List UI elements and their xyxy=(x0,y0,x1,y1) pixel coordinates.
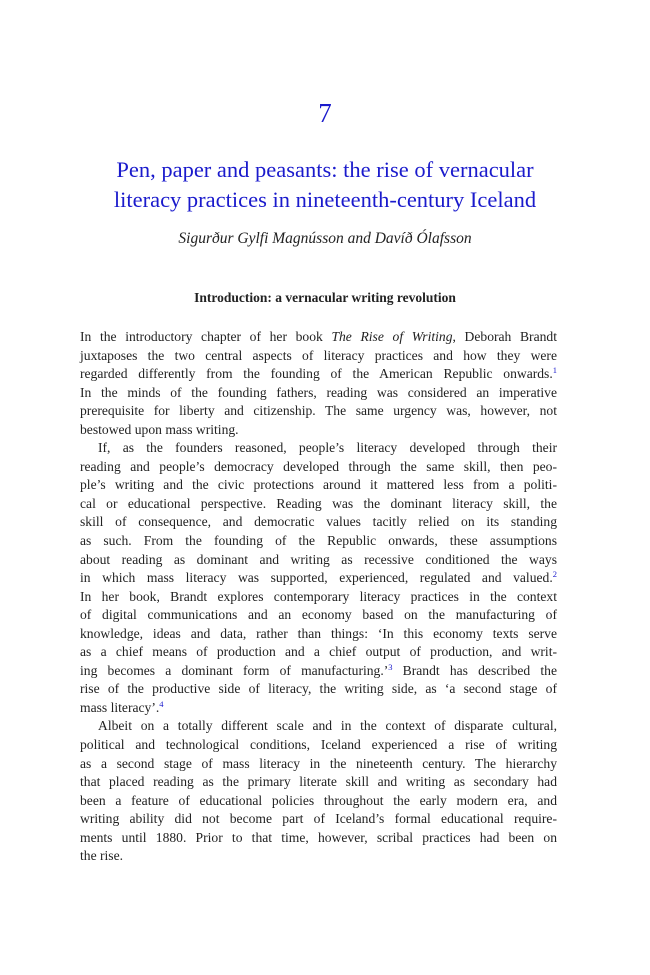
text-run: mass literacy’. xyxy=(80,699,160,715)
chapter-title-line: literacy practices in nineteenth-century Iceland xyxy=(113,187,537,212)
text-run: the rise. xyxy=(80,848,124,864)
text-line xyxy=(80,421,557,440)
text-run: Brandt has described the xyxy=(392,662,558,678)
text-run: bestowed upon mass writing. xyxy=(80,421,239,437)
text-run: writing ability did not become part of Iceland’s formal educational require- xyxy=(80,811,557,827)
text-run: ments until 1880. Prior to that time, however, scribal practices had been on xyxy=(80,829,557,845)
section-heading: Introduction: a vernacular writing revolution xyxy=(194,290,456,305)
text-run: political and technological conditions, Iceland experienced a rise of writing xyxy=(80,737,557,753)
footnote-marker[interactable]: 1 xyxy=(552,365,557,376)
text-line xyxy=(80,773,557,792)
text-line xyxy=(80,643,557,662)
paragraph xyxy=(80,328,557,439)
text-line xyxy=(80,551,557,570)
text-run: cal or educational perspective. Reading was the dominant literacy skill, the xyxy=(80,495,557,511)
text-run: of digital communications and an economy based on the manufacturing of xyxy=(80,607,557,623)
text-run: In the introductory chapter of her book xyxy=(80,329,332,344)
text-run: In the minds of the founding fathers, reading was considered an imperative xyxy=(80,384,557,400)
text-run: as a chief means of production and a chief output of production, and writ- xyxy=(80,644,557,660)
text-run: reading and people’s democracy developed through the same skill, then peo- xyxy=(80,458,557,474)
footnote-marker[interactable]: 3 xyxy=(388,661,393,672)
text-run: as a second stage of mass literacy in the nineteenth century. The hierarchy xyxy=(80,755,557,771)
text-line xyxy=(80,606,557,625)
text-line xyxy=(80,792,557,811)
text-line xyxy=(80,717,557,736)
text-run: in which mass literacy was supported, experienced, regulated and valued. xyxy=(80,570,553,586)
text-line xyxy=(80,476,557,495)
text-line xyxy=(80,699,557,718)
text-line xyxy=(80,662,557,681)
text-run: knowledge, ideas and data, rather than things: ‘In this economy texts serve xyxy=(80,625,557,641)
text-line xyxy=(80,569,557,588)
paragraph xyxy=(80,439,557,717)
text-run: Albeit on a totally different scale and in the context of disparate cultural, xyxy=(98,718,557,734)
text-line xyxy=(80,755,557,774)
text-run: ple’s writing and the civic protections around it mattered less from a politi- xyxy=(80,477,557,493)
paragraph xyxy=(80,717,557,865)
chapter-authors: Sigurður Gylfi Magnússon and Davíð Ólafsson xyxy=(178,230,472,247)
text-run: juxtaposes the two central aspects of literacy practices and how they were xyxy=(80,347,557,363)
text-run: skill of consequence, and democratic values tacitly relied on its standing xyxy=(80,514,557,530)
footnote-marker[interactable]: 4 xyxy=(159,698,164,709)
text-line xyxy=(80,588,557,607)
text-run: , Deborah Brandt xyxy=(452,329,557,344)
text-run: that placed reading as the primary literate skill and writing as secondary had xyxy=(80,774,557,790)
text-run: ing becomes a dominant form of manufacturing.’ xyxy=(80,662,389,678)
text-run: rise of the productive side of literacy, the writing side, as ‘a second stage of xyxy=(80,681,557,697)
chapter-title-line: Pen, paper and peasants: the rise of vernacular xyxy=(116,157,534,182)
text-line xyxy=(80,680,557,699)
footnote-marker[interactable]: 2 xyxy=(552,569,557,580)
text-line xyxy=(80,458,557,477)
text-line xyxy=(80,625,557,644)
text-run: If, as the founders reasoned, people’s literacy developed through their xyxy=(98,440,557,456)
text-run: regarded differently from the founding of the American Republic onwards. xyxy=(80,366,553,382)
chapter-number: 7 xyxy=(318,98,332,128)
text-run: prerequisite for liberty and citizenship. The same urgency was, however, not xyxy=(80,403,557,419)
text-line xyxy=(80,365,557,384)
text-line xyxy=(80,384,557,403)
text-run: been a feature of educational policies throughout the early modern era, and xyxy=(80,792,557,808)
text-line xyxy=(80,847,557,866)
text-run: as such. From the founding of the Republic onwards, these assumptions xyxy=(80,533,557,549)
text-line xyxy=(80,439,557,458)
text-line xyxy=(80,810,557,829)
text-line xyxy=(80,532,557,551)
text-line xyxy=(80,736,557,755)
book-title: The Rise of Writing xyxy=(331,329,453,344)
text-run: about reading as dominant and writing as recessive conditioned the ways xyxy=(80,551,557,567)
body-text xyxy=(80,328,557,866)
text-line xyxy=(80,513,557,532)
text-run: In her book, Brandt explores contemporary literacy practices in the context xyxy=(80,588,557,604)
text-line xyxy=(80,347,557,366)
text-line xyxy=(80,495,557,514)
chapter-title xyxy=(60,155,590,215)
text-line xyxy=(80,402,557,421)
text-line xyxy=(80,328,557,347)
text-line xyxy=(80,829,557,848)
